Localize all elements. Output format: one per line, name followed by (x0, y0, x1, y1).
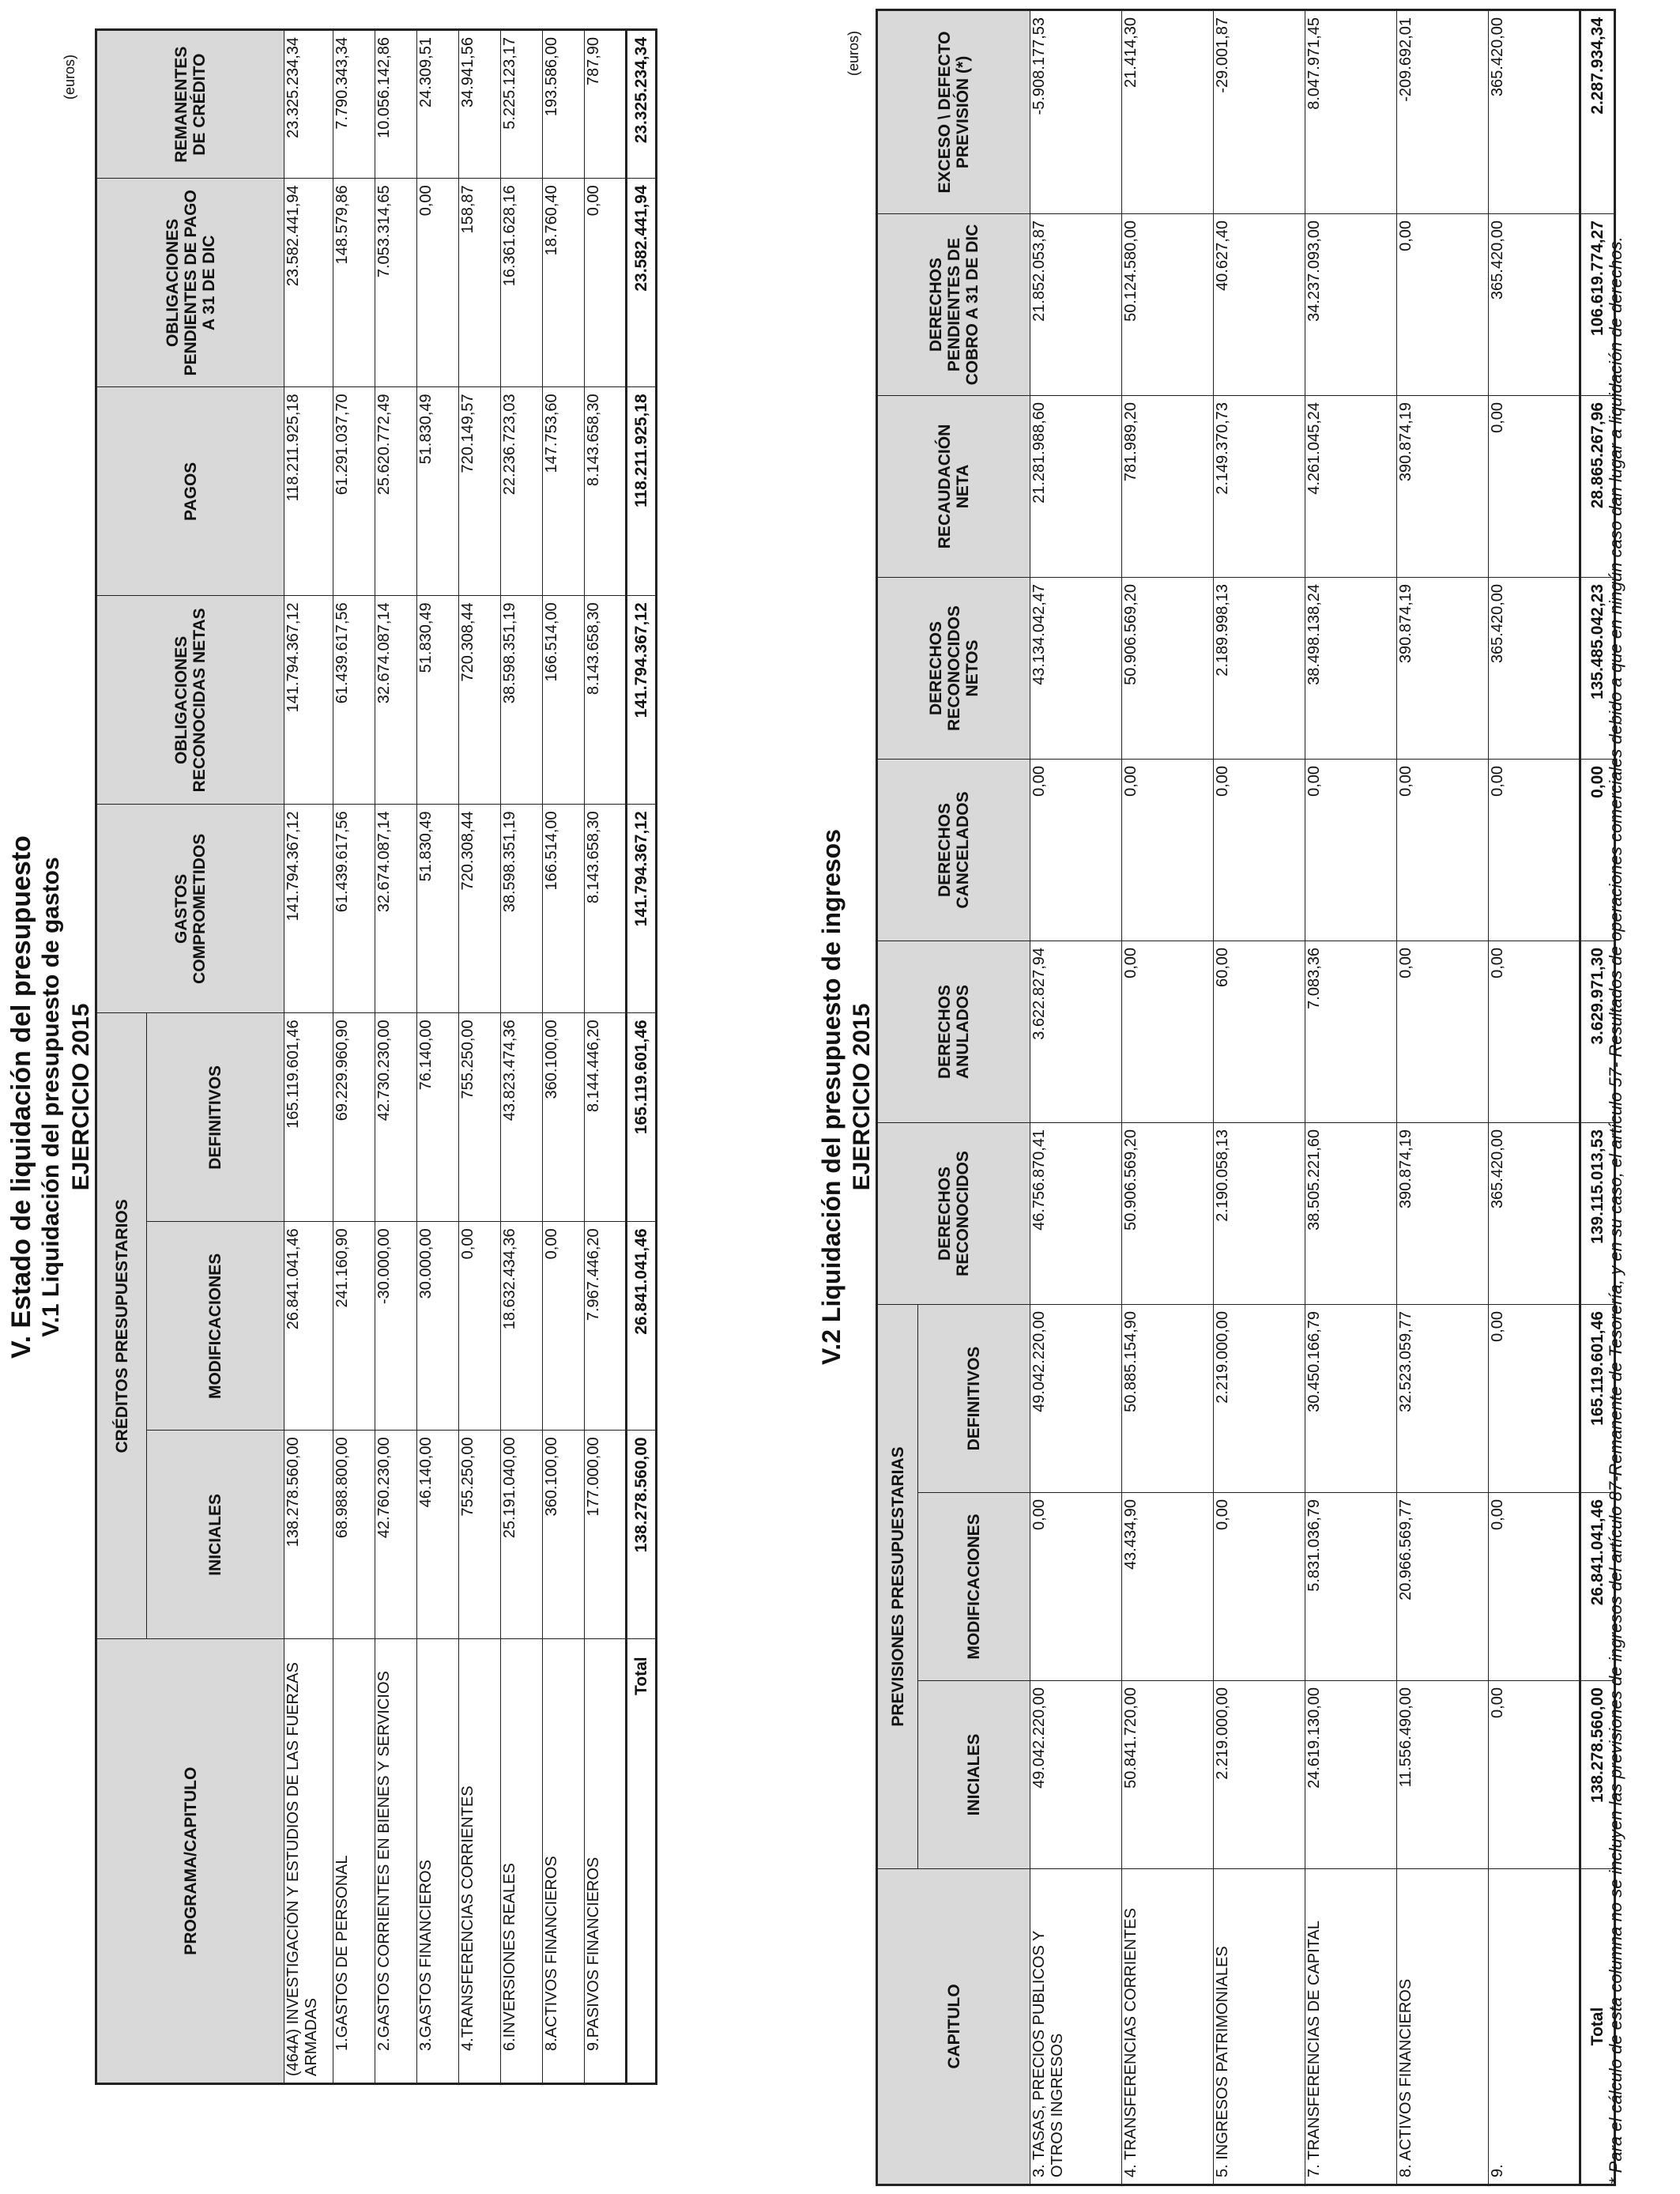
cell: 8.144.446,20 (585, 1013, 627, 1222)
section-title-gastos: V.1 Liquidación del presupuesto de gastos (38, 857, 64, 1337)
cell: 46.756.870,41 (1030, 1122, 1122, 1304)
row-label: 3. TASAS, PRECIOS PUBLICOS Y OTROS INGRESOS (1030, 1869, 1122, 2185)
cell: 34.237.093,00 (1305, 213, 1397, 395)
cell: 10.056.142,86 (375, 30, 417, 179)
cell: 0,00 (417, 179, 459, 387)
cell: 21.414,30 (1122, 9, 1214, 213)
cell: 21.852.053,87 (1030, 213, 1122, 395)
cell: 38.505.221,60 (1305, 1122, 1397, 1304)
cell: 49.042.220,00 (1030, 1681, 1122, 1869)
cell: 50.906.569,20 (1122, 1122, 1214, 1304)
ingresos-header-capitulo: CAPITULO (877, 1869, 1030, 2185)
table-row (1122, 9, 1214, 2185)
cell: 166.514,00 (543, 596, 585, 805)
cell: 0,00 (585, 179, 627, 387)
section-title-ingresos: V.2 Liquidación del presupuesto de ingresos (817, 828, 846, 1366)
cell: 0,00 (1397, 213, 1489, 395)
cell: 25.191.040,00 (501, 1431, 543, 1639)
total-cell: 2.287.934,34 (1580, 9, 1615, 213)
cell: 68.988.800,00 (333, 1431, 375, 1639)
gastos-header-modificaciones: MODIFICACIONES (147, 1222, 284, 1431)
cell: -209.692,01 (1397, 9, 1489, 213)
cell: 32.523.059,77 (1397, 1304, 1489, 1492)
cell: 22.236.723,03 (501, 387, 543, 596)
cell: 2.149.370,73 (1214, 395, 1305, 577)
cell: 4.261.045,24 (1305, 395, 1397, 577)
cell: 755.250,00 (459, 1013, 501, 1222)
ingresos-header-definitivos: DEFINITIVOS (918, 1304, 1030, 1492)
gastos-header-programa: PROGRAMA/CAPITULO (96, 1639, 284, 2084)
cell: 148.579,86 (333, 179, 375, 387)
cell: 50.841.720,00 (1122, 1681, 1214, 1869)
cell: 755.250,00 (459, 1431, 501, 1639)
cell: 2.190.058,13 (1214, 1122, 1305, 1304)
cell: 141.794.367,12 (284, 805, 333, 1013)
row-label: 6.INVERSIONES REALES (501, 1639, 543, 2084)
cell: 5.225.123,17 (501, 30, 543, 179)
cell: 51.830,49 (417, 805, 459, 1013)
cell: 7.967.446,20 (585, 1222, 627, 1431)
cell: 165.119.601,46 (284, 1013, 333, 1222)
table-row (501, 30, 543, 2084)
row-label: 4. TRANSFERENCIAS CORRIENTES (1122, 1869, 1214, 2185)
cell: 360.100,00 (543, 1013, 585, 1222)
total-label: Total (627, 1639, 657, 2084)
cell: 3.622.827,94 (1030, 941, 1122, 1122)
cell: 42.730.230,00 (375, 1013, 417, 1222)
cell: 8.143.658,30 (585, 596, 627, 805)
cell: 365.420,00 (1489, 1122, 1580, 1304)
gastos-header-remanentes: REMANENTES DE CRÉDITO (96, 30, 284, 179)
ingresos-header-recaudacion: RECAUDACIÓN NETA (877, 395, 1030, 577)
table-row (585, 30, 627, 2084)
row-label: 3.GASTOS FINANCIEROS (417, 1639, 459, 2084)
cell: 0,00 (1489, 1681, 1580, 1869)
cell: -5.908.177,53 (1030, 9, 1122, 213)
total-cell: 28.865.267,96 (1580, 395, 1615, 577)
cell: 781.989,20 (1122, 395, 1214, 577)
footnote: * Para el cálculo de esta columna no se incluyen las previsiones de ingresos del artículo 87-Remanente de Tesorería, y en su caso, el artículo 57- Resultados de operaciones comerciales debido a que en ningún caso dan lugar a liquidación de derechos. (1606, 236, 1625, 2185)
row-label: 1.GASTOS DE PERSONAL (333, 1639, 375, 2084)
cell: 390.874,19 (1397, 1122, 1489, 1304)
total-cell: 3.629.971,30 (1580, 941, 1615, 1122)
table-row (1397, 9, 1489, 2185)
table-row (333, 30, 375, 2084)
table-row (375, 30, 417, 2084)
cell: 49.042.220,00 (1030, 1304, 1122, 1492)
row-label: 5. INGRESOS PATRIMONIALES (1214, 1869, 1305, 2185)
cell: 18.760,40 (543, 179, 585, 387)
cell: 24.619.130,00 (1305, 1681, 1397, 1869)
cell: 0,00 (1397, 759, 1489, 941)
ingresos-header-netos: DERECHOS RECONOCIDOS NETOS (877, 577, 1030, 759)
cell: 365.420,00 (1489, 213, 1580, 395)
total-cell: 165.119.601,46 (1580, 1304, 1615, 1492)
cell: 0,00 (1489, 1304, 1580, 1492)
total-cell: 106.619.774,27 (1580, 213, 1615, 395)
cell: 0,00 (1214, 1493, 1305, 1681)
cell: 720.308,44 (459, 805, 501, 1013)
page-title: V. Estado de liquidación del presupuesto (6, 835, 36, 1359)
cell: 166.514,00 (543, 805, 585, 1013)
cell: 0,00 (1489, 941, 1580, 1122)
cell: 0,00 (1489, 1493, 1580, 1681)
total-cell: 138.278.560,00 (1580, 1681, 1615, 1869)
gastos-header-obligaciones: OBLIGACIONES RECONOCIDAS NETAS (96, 596, 284, 805)
cell: -29.001,87 (1214, 9, 1305, 213)
row-label: 2.GASTOS CORRIENTES EN BIENES Y SERVICIOS (375, 1639, 417, 2084)
cell: 38.598.351,19 (501, 596, 543, 805)
ingresos-group-header: PREVISIONES PRESUPUESTARIAS (877, 1304, 918, 1868)
cell: 76.140,00 (417, 1013, 459, 1222)
cell: 787,90 (585, 30, 627, 179)
total-cell: 138.278.560,00 (627, 1431, 657, 1639)
table-row (417, 30, 459, 2084)
year-title-ingresos: EJERCICIO 2015 (849, 1003, 875, 1191)
table-row (543, 30, 585, 2084)
cell: 7.053.314,65 (375, 179, 417, 387)
cell: 21.281.988,60 (1030, 395, 1122, 577)
total-cell: 0,00 (1580, 759, 1615, 941)
cell: 50.885.154,90 (1122, 1304, 1214, 1492)
gastos-group-header: CRÉDITOS PRESUPUESTARIOS (96, 1013, 147, 1639)
ingresos-header-reconocidos: DERECHOS RECONOCIDOS (877, 1122, 1030, 1304)
cell: 51.830,49 (417, 596, 459, 805)
row-label: (464A) INVESTIGACIÓN Y ESTUDIOS DE LAS FUERZAS ARMADAS (284, 1639, 333, 2084)
table-row (1305, 9, 1397, 2185)
row-label: 8. ACTIVOS FINANCIEROS (1397, 1869, 1489, 2185)
ingresos-header-modificaciones: MODIFICACIONES (918, 1493, 1030, 1681)
row-label: 9.PASIVOS FINANCIEROS (585, 1639, 627, 2084)
cell: 61.439.617,56 (333, 805, 375, 1013)
table-row (459, 30, 501, 2084)
ingresos-header-exceso: EXCESO \ DEFECTO PREVISIÓN (*) (877, 9, 1030, 213)
cell: 193.586,00 (543, 30, 585, 179)
cell: 32.674.087,14 (375, 805, 417, 1013)
cell: 69.229.960,90 (333, 1013, 375, 1222)
cell: 61.439.617,56 (333, 596, 375, 805)
table-row (1214, 9, 1305, 2185)
cell: 390.874,19 (1397, 577, 1489, 759)
cell: 141.794.367,12 (284, 596, 333, 805)
total-cell: 141.794.367,12 (627, 805, 657, 1013)
cell: 25.620.772,49 (375, 387, 417, 596)
total-cell: 139.115.013,53 (1580, 1122, 1615, 1304)
table-row (284, 30, 333, 2084)
currency-label-gastos: (euros) (62, 54, 77, 100)
cell: 0,00 (1030, 1493, 1122, 1681)
cell: 40.627,40 (1214, 213, 1305, 395)
cell: 46.140,00 (417, 1431, 459, 1639)
cell: 18.632.434,36 (501, 1222, 543, 1431)
cell: 365.420,00 (1489, 9, 1580, 213)
gastos-header-pagos: PAGOS (96, 387, 284, 596)
cell: 390.874,19 (1397, 395, 1489, 577)
cell: 0,00 (1030, 759, 1122, 941)
cell: 50.906.569,20 (1122, 577, 1214, 759)
cell: 0,00 (1489, 395, 1580, 577)
cell: 720.308,44 (459, 596, 501, 805)
total-cell: 23.582.441,94 (627, 179, 657, 387)
total-cell: 26.841.041,46 (627, 1222, 657, 1431)
cell: 50.124.580,00 (1122, 213, 1214, 395)
cell: 26.841.041,46 (284, 1222, 333, 1431)
cell: 0,00 (1214, 759, 1305, 941)
cell: 118.211.925,18 (284, 387, 333, 596)
ingresos-header-anulados: DERECHOS ANULADOS (877, 941, 1030, 1122)
cell: 30.000,00 (417, 1222, 459, 1431)
cell: 0,00 (1305, 759, 1397, 941)
total-cell: 118.211.925,18 (627, 387, 657, 596)
row-label: 4.TRANSFERENCIAS CORRIENTES (459, 1639, 501, 2084)
year-title-gastos: EJERCICIO 2015 (68, 1003, 94, 1191)
cell: 23.582.441,94 (284, 179, 333, 387)
cell: 24.309,51 (417, 30, 459, 179)
cell: 7.083,36 (1305, 941, 1397, 1122)
cell: 0,00 (543, 1222, 585, 1431)
row-label: 8.ACTIVOS FINANCIEROS (543, 1639, 585, 2084)
cell: 720.149,57 (459, 387, 501, 596)
cell: 177.000,00 (585, 1431, 627, 1639)
cell: -30.000,00 (375, 1222, 417, 1431)
gastos-table (95, 28, 657, 2085)
cell: 158,87 (459, 179, 501, 387)
cell: 61.291.037,70 (333, 387, 375, 596)
table-row (1030, 9, 1122, 2185)
cell: 60,00 (1214, 941, 1305, 1122)
total-cell: 135.485.042,23 (1580, 577, 1615, 759)
ingresos-header-pendientes: DERECHOS PENDIENTES DE COBRO A 31 DE DIC (877, 213, 1030, 395)
total-label: Total (1580, 1869, 1615, 2185)
cell: 2.219.000,00 (1214, 1681, 1305, 1869)
cell: 38.498.138,24 (1305, 577, 1397, 759)
cell: 8.143.658,30 (585, 805, 627, 1013)
cell: 0,00 (459, 1222, 501, 1431)
cell: 2.189.998,13 (1214, 577, 1305, 759)
cell: 43.134.042,47 (1030, 577, 1122, 759)
cell: 11.556.490,00 (1397, 1681, 1489, 1869)
cell: 147.753,60 (543, 387, 585, 596)
row-label: 9. (1489, 1869, 1580, 2185)
ingresos-header-iniciales: INICIALES (918, 1681, 1030, 1869)
cell: 8.047.971,45 (1305, 9, 1397, 213)
total-cell: 165.119.601,46 (627, 1013, 657, 1222)
cell: 30.450.166,79 (1305, 1304, 1397, 1492)
cell: 20.966.569,77 (1397, 1493, 1489, 1681)
total-cell: 23.325.234,34 (627, 30, 657, 179)
currency-label-ingresos: (euros) (846, 30, 861, 76)
cell: 0,00 (1122, 941, 1214, 1122)
cell: 23.325.234,34 (284, 30, 333, 179)
total-cell: 26.841.041,46 (1580, 1493, 1615, 1681)
gastos-header-iniciales: INICIALES (147, 1431, 284, 1639)
cell: 32.674.087,14 (375, 596, 417, 805)
gastos-header-pendientes: OBLIGACIONES PENDIENTES DE PAGO A 31 DE DIC (96, 179, 284, 387)
cell: 34.941,56 (459, 30, 501, 179)
gastos-header-definitivos: DEFINITIVOS (147, 1013, 284, 1222)
cell: 42.760.230,00 (375, 1431, 417, 1639)
total-row (627, 30, 657, 2084)
cell: 365.420,00 (1489, 577, 1580, 759)
cell: 51.830,49 (417, 387, 459, 596)
ingresos-header-cancelados: DERECHOS CANCELADOS (877, 759, 1030, 941)
row-label: 7. TRANSFERENCIAS DE CAPITAL (1305, 1869, 1397, 2185)
cell: 5.831.036,79 (1305, 1493, 1397, 1681)
cell: 0,00 (1397, 941, 1489, 1122)
cell: 241.160,90 (333, 1222, 375, 1431)
cell: 138.278.560,00 (284, 1431, 333, 1639)
cell: 43.434,90 (1122, 1493, 1214, 1681)
cell: 8.143.658,30 (585, 387, 627, 596)
table-row (1489, 9, 1580, 2185)
ingresos-table (876, 9, 1616, 2186)
cell: 43.823.474,36 (501, 1013, 543, 1222)
cell: 38.598.351,19 (501, 805, 543, 1013)
total-cell: 141.794.367,12 (627, 596, 657, 805)
cell: 0,00 (1489, 759, 1580, 941)
cell: 2.219.000,00 (1214, 1304, 1305, 1492)
cell: 7.790.343,34 (333, 30, 375, 179)
cell: 16.361.628,16 (501, 179, 543, 387)
cell: 360.100,00 (543, 1431, 585, 1639)
cell: 0,00 (1122, 759, 1214, 941)
gastos-header-comprometidos: GASTOS COMPROMETIDOS (96, 805, 284, 1013)
